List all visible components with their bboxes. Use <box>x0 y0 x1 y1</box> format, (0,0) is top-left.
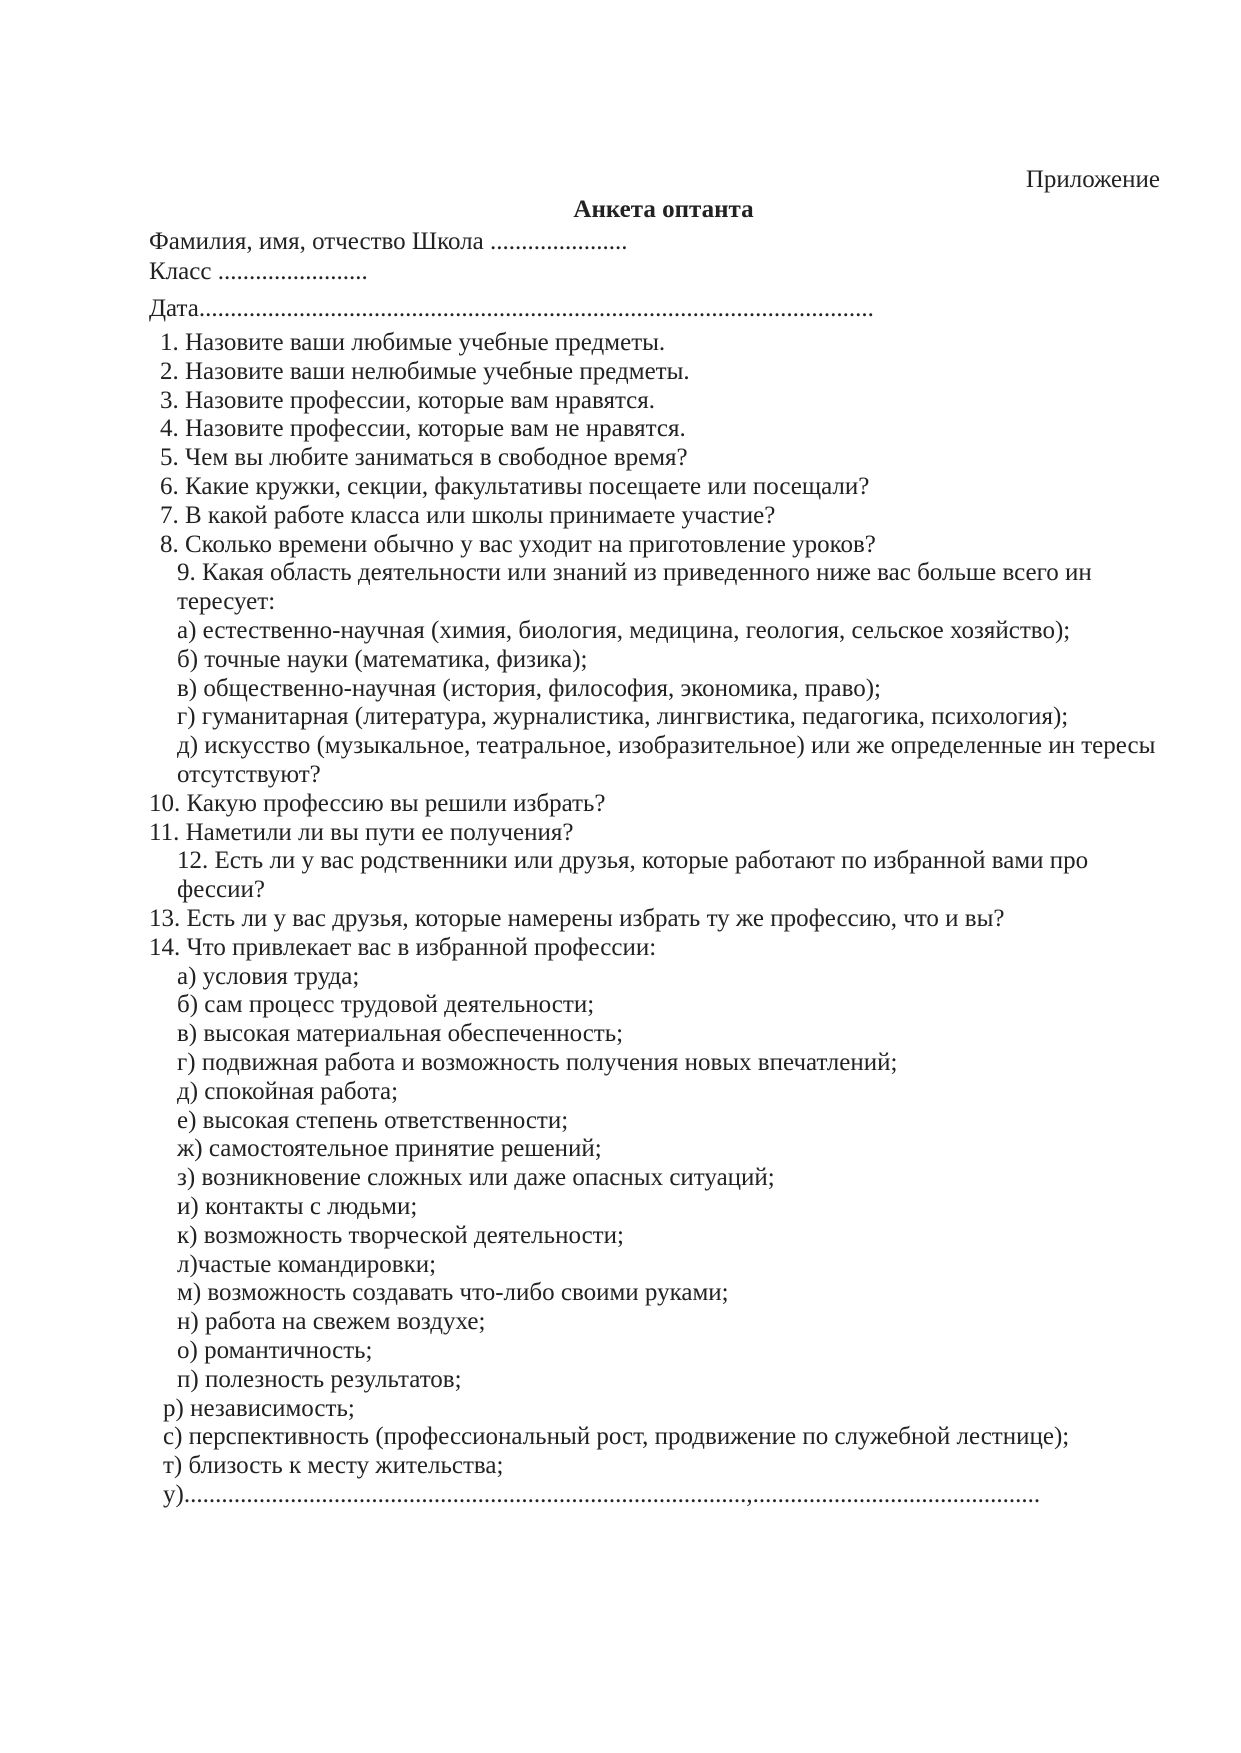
question-line: р) независимость; <box>163 1394 355 1422</box>
question-line: в) высокая материальная обеспеченность; <box>177 1020 624 1048</box>
question-line: е) высокая степень ответственности; <box>177 1106 569 1134</box>
question-line: 14. Что привлекает вас в избранной профессии: <box>149 933 657 961</box>
question-line: фессии? <box>177 876 265 904</box>
question-line: 5. Чем вы любите заниматься в свободное время? <box>160 444 688 472</box>
question-line: 1. Назовите ваши любимые учебные предметы. <box>160 329 666 356</box>
question-line: 12. Есть ли у вас родственники или друзья, которые работают по избранной вами про <box>177 847 1089 875</box>
question-line: отсутствуют? <box>177 761 321 788</box>
question-line: 9. Какая область деятельности или знаний из приведенного ниже вас больше всего ин <box>177 559 1092 587</box>
question-line: б) сам процесс трудовой деятельности; <box>177 991 595 1019</box>
question-line: ж) самостоятельное принятие решений; <box>177 1135 602 1163</box>
question-line: д) спокойная работа; <box>177 1077 399 1105</box>
name-school-field[interactable]: Фамилия, имя, отчество Школа ...................... <box>149 228 628 255</box>
question-line: о) романтичность; <box>177 1337 373 1364</box>
question-line: з) возникновение сложных или даже опасных ситуаций; <box>177 1164 775 1192</box>
question-line: д) искусство (музыкальное, театральное, изобразительное) или же определенные ин тересы <box>177 732 1156 760</box>
question-line: 4. Назовите профессии, которые вам не нравятся. <box>160 415 686 443</box>
question-line: 3. Назовите профессии, которые вам нравятся. <box>160 386 656 414</box>
question-line: г) подвижная работа и возможность получения новых впечатлений; <box>177 1049 898 1076</box>
question-line: м) возможность создавать что-либо своими руками; <box>177 1279 729 1307</box>
question-line: а) условия труда; <box>177 962 360 990</box>
question-line: в) общественно-научная (история, философия, экономика, право); <box>177 674 882 702</box>
question-line: т) близость к месту жительства; <box>163 1452 504 1480</box>
question-line: 10. Какую профессию вы решили избрать? <box>149 789 606 817</box>
question-line: тересует: <box>177 588 276 616</box>
question-line: н) работа на свежем воздухе; <box>177 1308 486 1336</box>
date-field[interactable]: Дата............................................................................................................ <box>149 295 874 322</box>
document-title: Анкета оптанта <box>573 196 754 223</box>
question-line: б) точные науки (математика, физика); <box>177 645 588 673</box>
question-line: и) контакты с людьми; <box>177 1193 418 1220</box>
question-line: г) гуманитарная (литература, журналистика, лингвистика, педагогика, психология); <box>177 703 1069 731</box>
question-line: 11. Наметили ли вы пути ее получения? <box>149 818 574 846</box>
question-line: с) перспективность (профессиональный рост, продвижение по служебной лестнице); <box>163 1423 1070 1451</box>
appendix-label: Приложение <box>1025 166 1160 193</box>
class-field[interactable]: Класс ........................ <box>149 258 368 285</box>
question-line: п) полезность результатов; <box>177 1365 462 1393</box>
question-line: 8. Сколько времени обычно у вас уходит на приготовление уроков? <box>160 530 876 558</box>
question-line: а) естественно-научная (химия, биология, медицина, геология, сельское хозяйство); <box>177 617 1071 644</box>
question-line: 13. Есть ли у вас друзья, которые намерены избрать ту же профессию, что и вы? <box>149 905 1005 932</box>
question-line: 7. В какой работе класса или школы принимаете участие? <box>160 501 776 529</box>
question-line: к) возможность творческой деятельности; <box>177 1221 624 1249</box>
question-line: у)..........................................................................................,.............................................. <box>163 1481 1041 1508</box>
question-line: 6. Какие кружки, секции, факультативы посещаете или посещали? <box>160 473 870 500</box>
question-line: л)частые командировки; <box>177 1250 437 1278</box>
question-line: 2. Назовите ваши нелюбимые учебные предметы. <box>160 357 690 385</box>
